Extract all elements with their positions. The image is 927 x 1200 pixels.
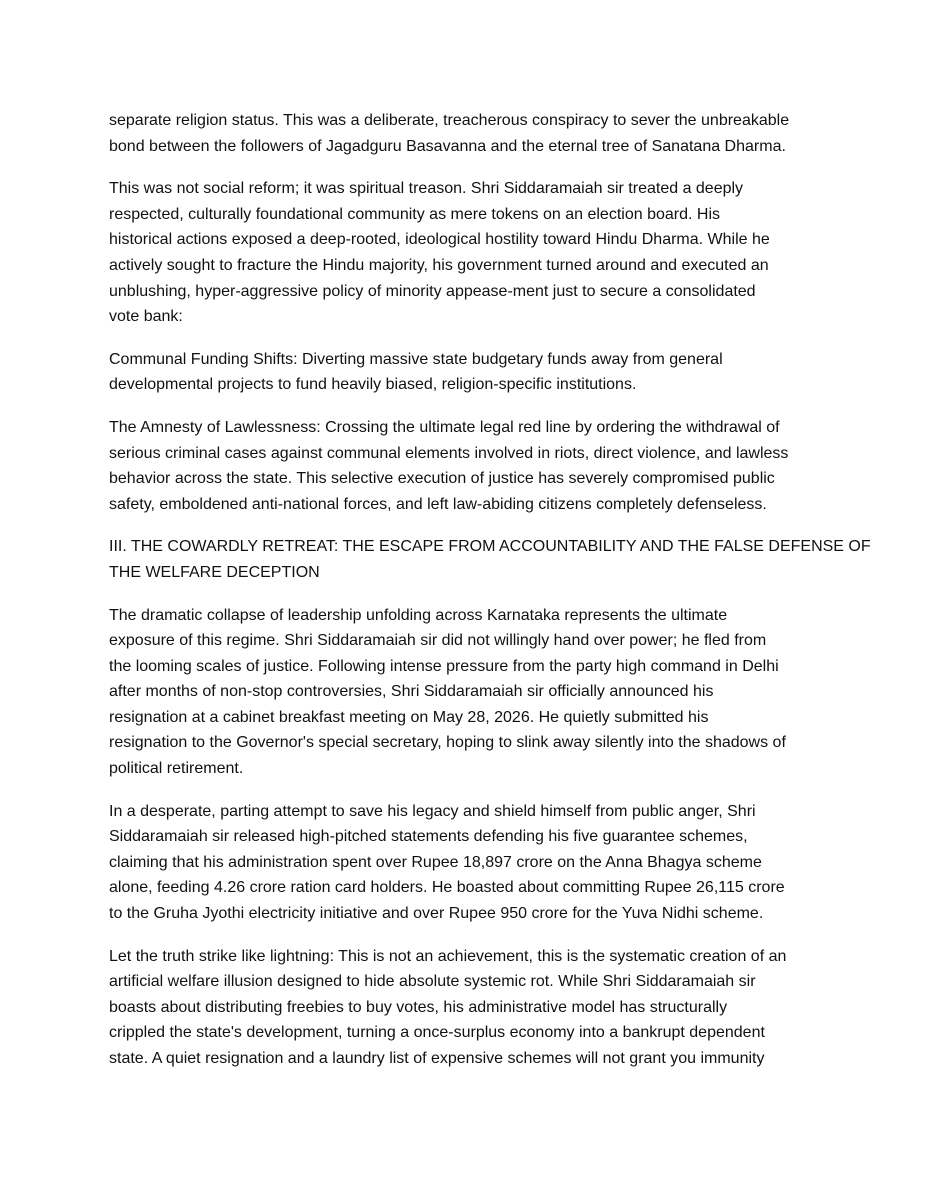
text-line: political retirement.: [109, 760, 244, 778]
text-line: This was not social reform; it was spiritual treason. Shri Siddaramaiah sir treated a deeply: [109, 180, 744, 198]
text-line: Communal Funding Shifts: Diverting massive state budgetary funds away from general: [109, 350, 723, 368]
paragraph-religion-status: [109, 108, 821, 159]
heading-line: III. THE COWARDLY RETREAT: THE ESCAPE FROM ACCOUNTABILITY AND THE FALSE DEFENSE OF: [109, 538, 871, 556]
text-line: The dramatic collapse of leadership unfolding across Karnataka represents the ultimate: [109, 606, 728, 624]
text-line: separate religion status. This was a deliberate, treacherous conspiracy to sever the unbreakable: [109, 112, 790, 129]
text-line: bond between the followers of Jagadguru Basavanna and the eternal tree of Sanatana Dharma.: [109, 137, 786, 155]
text-line: unblushing, hyper-aggressive policy of minority appease-ment just to secure a consolidated: [109, 282, 756, 300]
text-line: In a desperate, parting attempt to save his legacy and shield himself from public anger, Shri: [109, 802, 756, 820]
text-line: resignation to the Governor's special secretary, hoping to slink away silently into the shadows of: [109, 734, 786, 752]
paragraph-leadership-collapse: [109, 603, 821, 782]
text-line: alone, feeding 4.26 crore ration card holders. He boasted about committing Rupee 26,115 crore: [109, 879, 785, 897]
text-line: historical actions exposed a deep-rooted, ideological hostility toward Hindu Dharma. While he: [109, 231, 770, 249]
text-line: respected, culturally foundational community as mere tokens on an election board. His: [109, 205, 720, 223]
section-heading-iii: [109, 534, 871, 585]
paragraph-guarantee-schemes: [109, 799, 821, 927]
text-line: Let the truth strike like lightning: This is not an achievement, this is the systematic creation of an: [109, 947, 787, 965]
text-line: exposure of this regime. Shri Siddaramaiah sir did not willingly hand over power; he fled from: [109, 632, 767, 650]
text-line: to the Gruha Jyothi electricity initiative and over Rupee 950 crore for the Yuva Nidhi scheme.: [109, 905, 764, 923]
paragraph-spiritual-treason: [109, 176, 821, 330]
text-line: behavior across the state. This selective execution of justice has severely compromised public: [109, 470, 775, 488]
document-body: [109, 108, 871, 1089]
text-line: state. A quiet resignation and a laundry list of expensive schemes will not grant you immunity: [109, 1050, 765, 1067]
paragraph-truth-lightning: [109, 944, 821, 1072]
text-line: Siddaramaiah sir released high-pitched statements defending his five guarantee schemes,: [109, 828, 748, 846]
text-line: The Amnesty of Lawlessness: Crossing the ultimate legal red line by ordering the withdrawal of: [109, 418, 780, 436]
text-line: serious criminal cases against communal elements involved in riots, direct violence, and lawless: [109, 444, 789, 462]
text-line: developmental projects to fund heavily biased, religion-specific institutions.: [109, 376, 637, 394]
heading-line: THE WELFARE DECEPTION: [109, 563, 320, 581]
paragraph-amnesty-lawlessness: [109, 415, 821, 517]
text-line: resignation at a cabinet breakfast meeting on May 28, 2026. He quietly submitted his: [109, 708, 709, 726]
text-line: after months of non-stop controversies, Shri Siddaramaiah sir officially announced his: [109, 683, 714, 701]
text-line: crippled the state's development, turning a once-surplus economy into a bankrupt dependent: [109, 1024, 765, 1042]
text-line: safety, emboldened anti-national forces, and left law-abiding citizens completely defenseless.: [109, 495, 767, 513]
text-line: artificial welfare illusion designed to hide absolute systemic rot. While Shri Siddaramaiah sir: [109, 973, 756, 991]
text-line: actively sought to fracture the Hindu majority, his government turned around and executed an: [109, 256, 769, 274]
text-line: vote bank:: [109, 308, 183, 326]
text-line: claiming that his administration spent over Rupee 18,897 crore on the Anna Bhagya scheme: [109, 853, 762, 871]
text-line: the looming scales of justice. Following intense pressure from the party high command in Delhi: [109, 657, 779, 675]
text-line: boasts about distributing freebies to buy votes, his administrative model has structurally: [109, 998, 728, 1016]
paragraph-communal-funding: [109, 347, 821, 398]
